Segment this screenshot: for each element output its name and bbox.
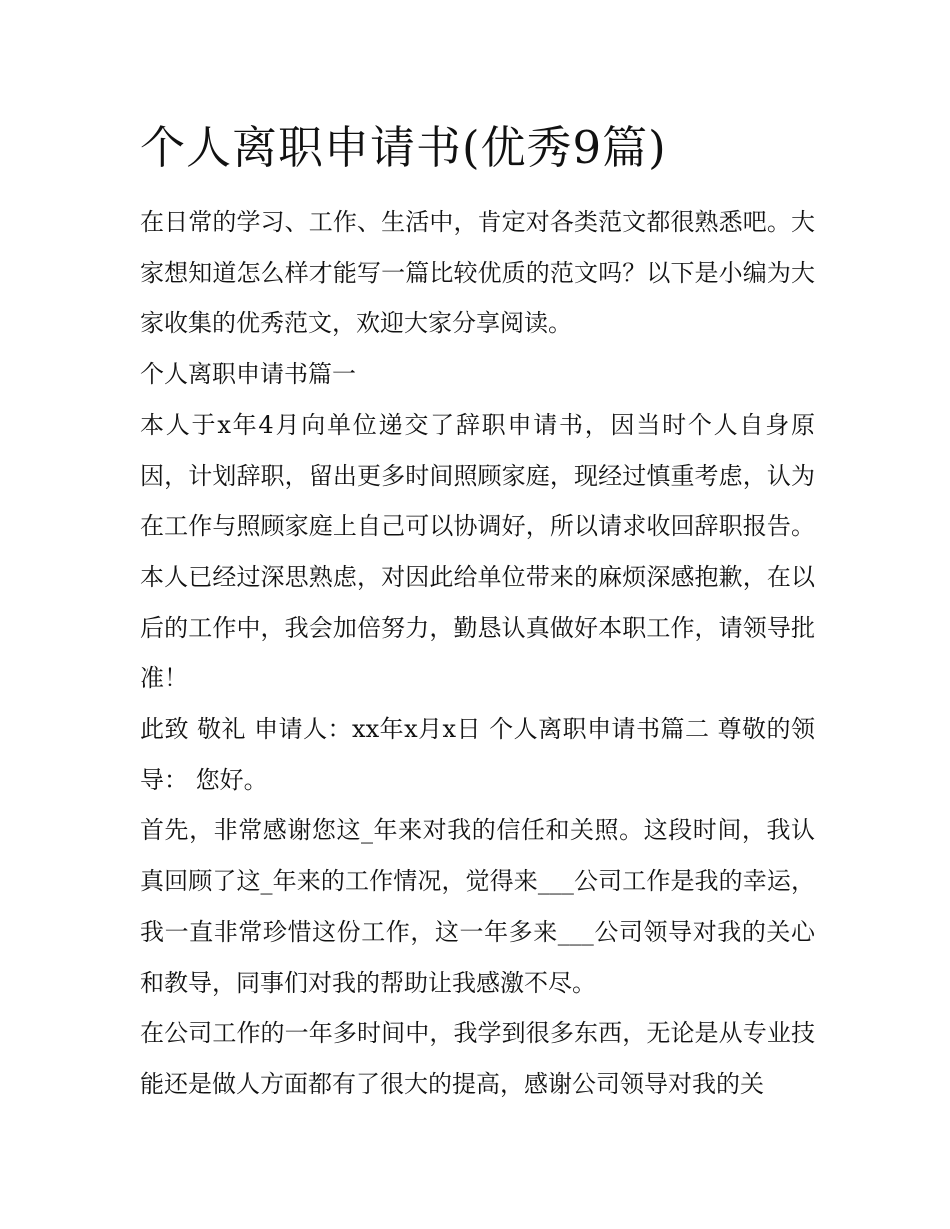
paragraph-thanks: 首先，非常感谢您这_年来对我的信任和关照。这段时间，我认真回顾了这_年来的工作情况，觉得来___公司工作是我的幸运，我一直非常珍惜这份工作，这一年多来___公司领导对我的关心和教导，同事们对我的帮助让我感激不尽。 xyxy=(140,816,815,997)
paragraph-closing-and-greeting: 此致 敬礼 申请人：xx年x月x日 个人离职申请书篇二 尊敬的领导： 您好。 xyxy=(140,715,815,794)
document-body xyxy=(140,197,815,1110)
paragraph-growth: 在公司工作的一年多时间中，我学到很多东西，无论是从专业技能还是做人方面都有了很大的提高，感谢公司领导对我的关 xyxy=(140,1019,815,1098)
paragraph-intro: 在日常的学习、工作、生活中，肯定对各类范文都很熟悉吧。大家想知道怎么样才能写一篇比较优质的范文吗？以下是小编为大家收集的优秀范文，欢迎大家分享阅读。 xyxy=(140,208,815,338)
document-title: 个人离职申请书(优秀9篇) xyxy=(140,121,667,174)
section-heading-1: 个人离职申请书篇一 xyxy=(140,360,356,389)
paragraph-withdraw-resignation: 本人于x年4月向单位递交了辞职申请书，因当时个人自身原因，计划辞职，留出更多时间照顾家庭，现经过慎重考虑，认为在工作与照顾家庭上自己可以协调好，所以请求收回辞职报告。本人已经过深思熟虑，对因此给单位带来的麻烦深感抱歉，在以后的工作中，我会加倍努力，勤恳认真做好本职工作，请领导批准！ xyxy=(140,410,815,693)
